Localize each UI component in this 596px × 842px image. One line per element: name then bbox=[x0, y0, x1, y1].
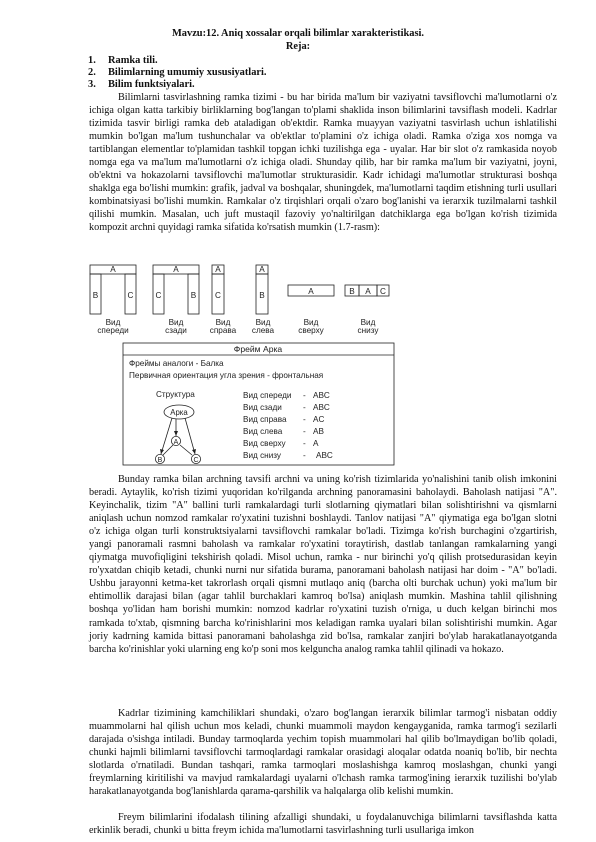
page-title: Mavzu:12. Aniq xossalar orqali bilimlar xarakteristikasi. bbox=[172, 28, 424, 39]
slot-name: Вид снизу bbox=[243, 451, 282, 460]
view-caption: справа bbox=[209, 326, 237, 335]
slot-value: ABC bbox=[313, 391, 330, 400]
slot-name: Вид слева bbox=[243, 427, 283, 436]
slot-value: ABC bbox=[313, 403, 330, 412]
slot-dash: - bbox=[303, 391, 306, 400]
view-caption: Вид bbox=[303, 318, 319, 327]
plan-heading: Reja: bbox=[285, 41, 311, 52]
frame-orientation: Первичная ориентация угла зрения - фронтальная bbox=[129, 371, 324, 380]
block-label: A bbox=[308, 287, 314, 296]
block-label: B bbox=[259, 291, 265, 300]
view-caption: сзади bbox=[165, 326, 187, 335]
list-number: 1. bbox=[88, 55, 96, 66]
list-item-label: Bilim funktsiyalari. bbox=[108, 79, 195, 91]
node-a-label: A bbox=[173, 439, 179, 446]
block-label: A bbox=[215, 265, 221, 274]
view-caption: слева bbox=[251, 326, 275, 335]
block-label: C bbox=[127, 291, 134, 300]
block-label: C bbox=[155, 291, 162, 300]
node-c-label: C bbox=[193, 457, 199, 464]
block-label: C bbox=[380, 287, 386, 296]
view-caption: Вид bbox=[215, 318, 231, 327]
paragraph-2: Bunday ramka bilan archning tavsifi archni va uning ko'rish tizimlarida yo'nalishini tanib olish imkonini beradi. Aytaylik, ko'rish tizimi yuqoridan ko'rilganda archning panoramasini baholaydi. Baholash natijasi "A". Keyinchalik, tizim "A" ballini turli ramkalardagi turli slotlarning qiymatlari bilan solishtirishni va qismlarni aniqlash uchun nomzod ramkalar ro'yxatini tuzishni boshlaydi. Tanlov natijasi "A" qiymatiga ega bo'lgan slotni o'z ichiga olgan turli konstruktsiyalarni tavsiflovchi ramkalar bo'ladi. Tizimga ko'rish burchagini o'zgartirish, yangi panoramali rasmni baholash va ramkalar ro'yxatini toraytirish, dastlab tanlangan ramkalarning yangi qiymatga muvofiqligini tekshirish qoladi. Misol uchun, ramka - nur birinchi yo'q qilish protsedurasidan keyin ro'yxatdan chiqib ketadi, chunki nurni nur sifatida burama, panoramani baholash natijasi har doim - "A" bo'ladi. Ushbu jarayonni ketma-ket takrorlash orqali qismni mutlaqo aniq (barcha olti burchak uchun) yoki ma'lum bir ehtimollik darajasi bilan (agar tahlil burchaklari kamroq bo'lsa) aniqlash mumkin. Mashina tahlil qilishning boshqa yo'lidan ham borishi mumkin: nomzod kadrlar ro'yxatini tuzish o'rniga, u duch kelgan birinchi mos ramkada to'xtab, qismning barcha ko'rinishlarini mos keladigan ramka uyalari bilan solishtirishi mumkin. Agar joriy kadrning kamida bittasi panoramani baholashga zid bo'lsa, ramkalar zanjiri bo'ylab harakatlanayotganda barcha ko'rinishlar yoki ularning eng ko'p soni mos kelguncha analog ramka tahlil qilinadi va hokazo. bbox=[89, 474, 557, 655]
view-caption: снизу bbox=[357, 326, 379, 335]
frame-analog: Фреймы аналоги - Балка bbox=[129, 359, 224, 368]
list-item-label: Ramka tili. bbox=[108, 55, 158, 66]
block-label: A bbox=[259, 265, 265, 274]
slot-dash: - bbox=[303, 439, 306, 448]
view-caption: Вид bbox=[255, 318, 271, 327]
slot-name: Вид сверху bbox=[243, 439, 286, 448]
list-number: 2. bbox=[88, 67, 96, 79]
slot-name: Вид сзади bbox=[243, 403, 282, 412]
list-item-label: Bilimlarning umumiy xususiyatlari. bbox=[108, 67, 267, 79]
slot-value: AB bbox=[313, 427, 324, 436]
block-label: A bbox=[110, 265, 116, 274]
slot-value: ABC bbox=[316, 451, 333, 460]
paragraph-3: Kadrlar tizimining kamchiliklari shundaki, o'zaro bog'langan ierarxik bilimlar tarmog'i nisbatan oddiy muammolarni hal qilish uchun mos keladi, chunki muammoli maydon kengayganida, ramka tarmog'i sezilarli darajada o'sishga intiladi. Bunday tarmoqlarda yechim topish muammolari hal qilib bo'lmaydigan bo'lib qoladi, chunki hajmli bilimlarni tavsiflovchi tarmoqlardagi ramkalar orasidagi aloqalar odatda noaniq bo'lib, bir nechta slotlarda o'rnatiladi. Bundan tashqari, ramka tarmoqlari moslashishga kamroq moslashgan, chunki yangi freymlarning kiritilishi va mavjud ramkalardagi uyalarni o'lchash ramka tarmog'ining ierarxik tuzilishi bo'ylab harakatlanayotganda bog'lanishlarda qarama-qarshilik va halqalarga olib kelishi mumkin. bbox=[89, 708, 557, 798]
root-node-label: Арка bbox=[170, 408, 188, 417]
block-label: A bbox=[365, 287, 371, 296]
frame-title: Фрейм Арка bbox=[233, 344, 283, 354]
block-label: B bbox=[190, 291, 197, 300]
paragraph-1: Bilimlarni tasvirlashning ramka tizimi - bu har birida ma'lum bir vaziyatni tavsiflovchi ma'lumotlarni o'z ichiga olgan katta tarkibiy birliklarning bog'langan to'plami shaklida inson bilimlarini tavsiflash modeli. Kadrlar tizimida tasvir birligi ramka deb ataladigan ob'ektdir. Ramka muayyan vaziyatni tasvirlash uchun ishlatilishi mumkin bo'lgan ma'lum tushunchalar va ob'ektlar to'plamini o'z ichiga oladi. Ramka o'ziga xos nomga va tartiblangan elementlar to'plamidan tashkil topgan ichki tuzilishga ega - uyalar. Har bir slot o'z ramkasida noyob nomga ega va ma'lum ma'lumotlarni o'z ichiga oladi. Shunday qilib, har bir ramka ma'lum bir vaziyatni, joyni, ob'ektni va hokazolarni tavsiflovchi ma'lumotlar strukturasidir. Kadr ichidagi ma'lumotlar strukturasi boshqa shaklga ega bo'lishi mumkin: grafik, jadval va boshqalar, shuningdek, ma'lumotlarni taqdim etishning turli usullari kombinatsiyasi bo'lishi mumkin. Ramkalar o'z tirqishlari orqali o'zaro bog'lanishi va ierarxik tuzilmalarni tashkil qilishi mumkin. Masalan, uch juft mustaqil fazoviy yo'naltirilgan datchiklarga ega bo'lgan ko'rish tizimida kompozit archni quyidagi ramka sifatida ko'rsatish mumkin (1.7-rasm): bbox=[89, 92, 557, 234]
block-label: C bbox=[215, 291, 221, 300]
view-caption: Вид bbox=[168, 318, 184, 327]
view-caption: спереди bbox=[97, 326, 129, 335]
view-caption: Вид bbox=[105, 318, 121, 327]
slot-dash: - bbox=[303, 415, 306, 424]
block-label: B bbox=[92, 291, 99, 300]
structure-label: Структура bbox=[156, 390, 195, 399]
slot-value: AC bbox=[313, 415, 325, 424]
view-caption: Вид bbox=[360, 318, 376, 327]
paragraph-4: Freym bilimlarini ifodalash tilining afzalligi shundaki, u foydalanuvchiga bilimlarni tavsiflashda katta erkinlik beradi, chunki u bitta freym ichida ma'lumotlarni tasvirlashning turli usullariga imkon bbox=[89, 812, 557, 837]
view-caption: сверху bbox=[298, 326, 324, 335]
slot-name: Вид справа bbox=[243, 415, 287, 424]
slot-dash: - bbox=[303, 451, 306, 460]
slot-value: A bbox=[313, 439, 319, 448]
list-number: 3. bbox=[88, 79, 96, 91]
node-b-label: B bbox=[157, 457, 163, 464]
slot-dash: - bbox=[303, 403, 306, 412]
slot-name: Вид спереди bbox=[243, 391, 292, 400]
slot-dash: - bbox=[303, 427, 306, 436]
block-label: A bbox=[173, 265, 179, 274]
block-label: B bbox=[349, 287, 355, 296]
